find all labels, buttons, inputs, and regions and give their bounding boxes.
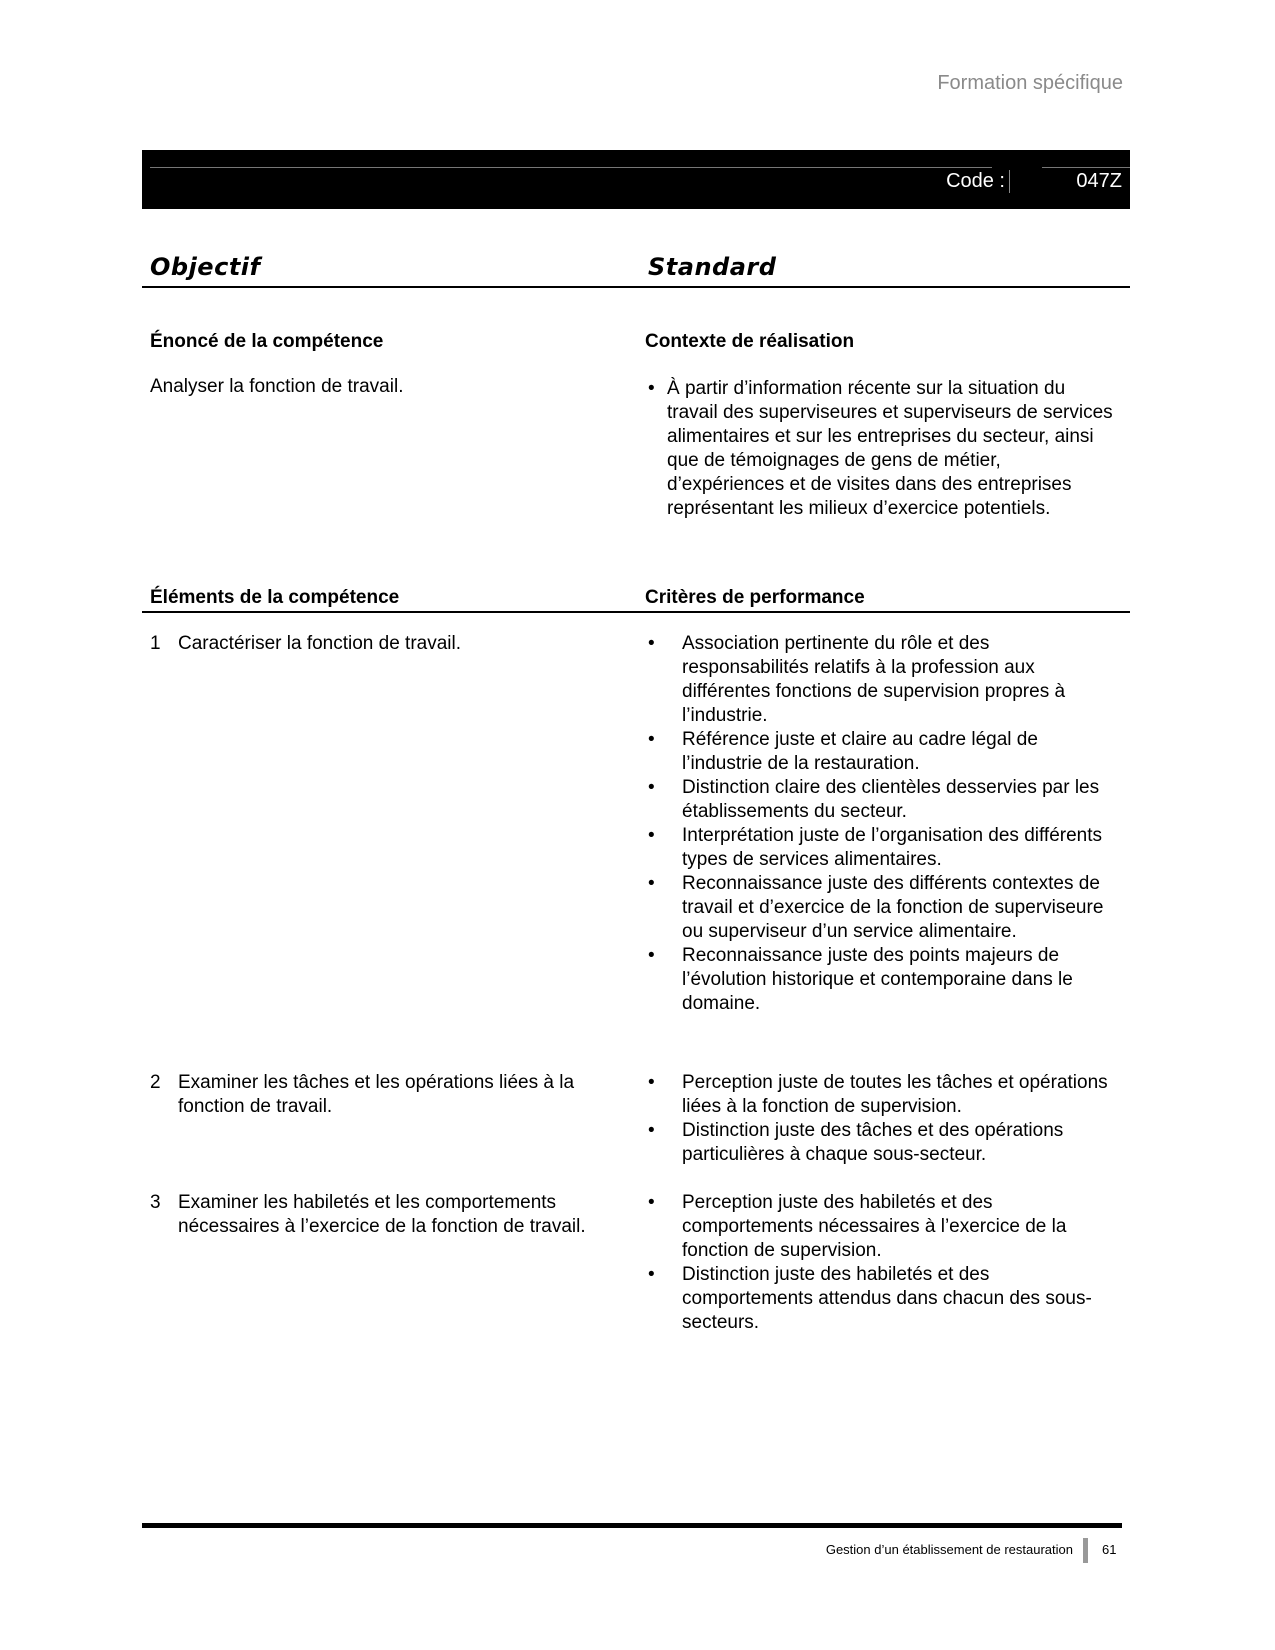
criterion-item <box>645 1191 1115 1263</box>
criterion-item <box>645 1263 1115 1335</box>
heading-divider <box>142 286 1130 288</box>
element-text: Examiner les tâches et les opérations liées à la fonction de travail. <box>178 1072 575 1117</box>
element-item <box>150 1071 630 1119</box>
footer-rule <box>142 1523 1122 1528</box>
element-text: Examiner les habiletés et les comportements nécessaires à l’exercice de la fonction de travail. <box>178 1192 586 1237</box>
banner-rule <box>150 167 1130 168</box>
criterion-text: Perception juste de toutes les tâches et opérations liées à la fonction de supervision. <box>682 1072 1108 1117</box>
bullet-icon: • <box>648 729 655 750</box>
contexte-list <box>645 377 1115 521</box>
section-divider <box>142 611 1130 613</box>
bullet-icon: • <box>648 825 655 846</box>
criterion-text: Distinction juste des tâches et des opérations particulières à chaque sous-secteur. <box>682 1120 1064 1165</box>
code-label: Code : <box>946 170 1010 193</box>
element-number: 2 <box>150 1072 161 1093</box>
criterion-text: Référence juste et claire au cadre légal de l’industrie de la restauration. <box>682 729 1038 774</box>
elements-title: Éléments de la compétence <box>150 587 400 608</box>
criteria-list <box>645 1191 1115 1335</box>
page-number: 61 <box>1102 1542 1117 1557</box>
contexte-item-text: À partir d’information récente sur la situation du travail des superviseures et superviseurs de services alimentaires et sur les entreprises du secteur, ainsi que de témoignages de gens de métier, d’expériences et de visites dans des entreprises représentant les milieux d’exercice potentiels. <box>667 378 1113 519</box>
criterion-item <box>645 1071 1115 1119</box>
criterion-item <box>645 632 1115 728</box>
criterion-text: Distinction claire des clientèles desservies par les établissements du secteur. <box>682 777 1100 822</box>
criterion-item <box>645 1119 1115 1167</box>
running-header: Formation spécifique <box>937 72 1123 94</box>
banner-rule-gap <box>992 167 1042 168</box>
code-value: 047Z <box>1076 170 1122 192</box>
bullet-icon: • <box>648 633 655 654</box>
criterion-text: Reconnaissance juste des différents contextes de travail et d’exercice de la fonction de superviseure ou superviseur d’un service alimentaire. <box>682 873 1104 942</box>
element-item <box>150 1191 630 1239</box>
bullet-icon: • <box>648 777 655 798</box>
code-banner <box>142 150 1130 209</box>
criteres-title: Critères de performance <box>645 587 865 608</box>
criterion-text: Interprétation juste de l’organisation des différents types de services alimentaires. <box>682 825 1103 870</box>
criterion-item <box>645 824 1115 872</box>
element-number: 3 <box>150 1192 161 1213</box>
bullet-icon: • <box>648 1264 655 1285</box>
bullet-icon: • <box>648 378 655 399</box>
criterion-text: Distinction juste des habiletés et des comportements attendus dans chacun des sous-secteurs. <box>682 1264 1092 1333</box>
bullet-icon: • <box>648 1192 655 1213</box>
contexte-item <box>645 377 1115 521</box>
contexte-title: Contexte de réalisation <box>645 331 855 352</box>
bullet-icon: • <box>648 873 655 894</box>
bullet-icon: • <box>648 945 655 966</box>
objectif-heading: Objectif <box>150 253 261 281</box>
element-text: Caractériser la fonction de travail. <box>178 633 462 654</box>
criterion-item <box>645 776 1115 824</box>
criterion-item <box>645 728 1115 776</box>
standard-heading: Standard <box>648 253 777 281</box>
enonce-text: Analyser la fonction de travail. <box>150 376 404 397</box>
footer-separator <box>1083 1538 1088 1563</box>
criterion-text: Association pertinente du rôle et des responsabilités relatifs à la profession aux différentes fonctions de supervision propres à l’industrie. <box>682 633 1066 726</box>
criterion-item <box>645 872 1115 944</box>
element-item <box>150 632 630 656</box>
footer-title: Gestion d’un établissement de restauration <box>825 1542 1073 1557</box>
element-number: 1 <box>150 633 161 654</box>
criteria-list <box>645 632 1115 1016</box>
criteria-list <box>645 1071 1115 1167</box>
criterion-text: Perception juste des habiletés et des comportements nécessaires à l’exercice de la fonction de supervision. <box>682 1192 1067 1261</box>
bullet-icon: • <box>648 1120 655 1141</box>
bullet-icon: • <box>648 1072 655 1093</box>
criterion-item <box>645 944 1115 1016</box>
criterion-text: Reconnaissance juste des points majeurs de l’évolution historique et contemporaine dans le domaine. <box>682 945 1073 1014</box>
enonce-title: Énoncé de la compétence <box>150 331 384 352</box>
